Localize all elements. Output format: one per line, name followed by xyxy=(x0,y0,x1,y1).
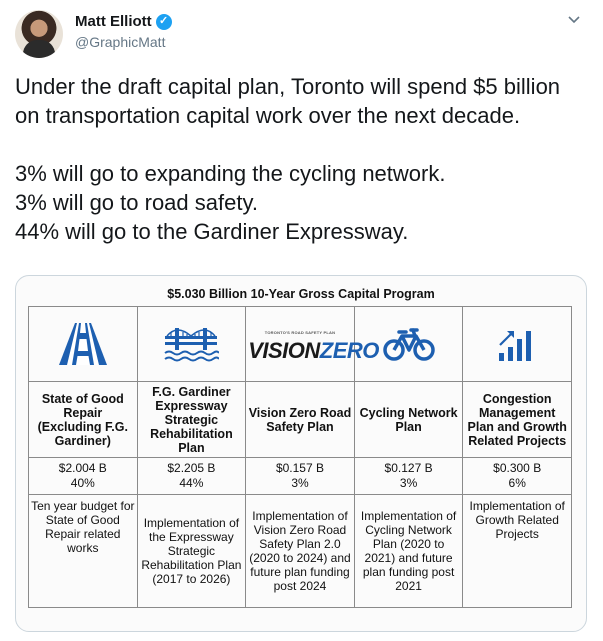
table-cell: Congestion Management Plan and Growth Related Projects xyxy=(463,382,572,458)
capital-program-table xyxy=(28,306,572,608)
table-cell xyxy=(463,458,572,495)
tweet-media-image[interactable] xyxy=(15,275,587,632)
vision-zero-word-a: VISION xyxy=(248,338,320,363)
table-cell xyxy=(463,307,572,382)
percent-value: 3% xyxy=(291,476,309,490)
table-cell xyxy=(29,307,138,382)
table-cell: Ten year budget for State of Good Repair related works xyxy=(29,495,138,608)
amount-value: $0.157 B xyxy=(275,461,324,475)
amount-value: $2.004 B xyxy=(58,461,107,475)
table-cell: State of Good Repair (Excluding F.G. Gardiner) xyxy=(29,382,138,458)
table-cell: Implementation of Growth Related Projects xyxy=(463,495,572,608)
tweet-line: 3% will go to expanding the cycling network. xyxy=(15,161,446,186)
vision-zero-word-b: ZERO xyxy=(319,338,379,363)
table-cell: Implementation of Cycling Network Plan (2020 to 2021) and future plan funding post 2021 xyxy=(354,495,463,608)
amount-value: $2.205 B xyxy=(167,461,216,475)
amount-value: $0.127 B xyxy=(384,461,433,475)
amount-value: $0.300 B xyxy=(493,461,542,475)
tweet-line: Under the draft capital plan, Toronto will spend $5 billion xyxy=(15,74,561,99)
chevron-down-icon[interactable] xyxy=(567,12,581,26)
percent-value: 40% xyxy=(70,476,95,490)
table-cell: Implementation of Vision Zero Road Safety Plan 2.0 (2020 to 2024) and future plan funding post 2024 xyxy=(246,495,355,608)
table-cell: Vision Zero Road Safety Plan xyxy=(246,382,355,458)
bridge-icon xyxy=(163,326,219,362)
bicycle-icon xyxy=(382,326,436,362)
author-avatar[interactable] xyxy=(15,10,63,58)
table-cell: F.G. Gardiner Expressway Strategic Rehabilitation Plan xyxy=(137,382,246,458)
road-icon xyxy=(57,321,109,367)
tweet-line: on transportation capital work over the next decade. xyxy=(15,103,521,128)
author-name-row[interactable] xyxy=(75,13,172,30)
vision-zero-tagline: TORONTO'S ROAD SAFETY PLAN xyxy=(264,330,336,335)
percent-value: 3% xyxy=(399,476,418,490)
tweet-line: 44% will go to the Gardiner Expressway. xyxy=(15,219,409,244)
table-cell xyxy=(354,458,463,495)
growth-chart-icon xyxy=(497,325,537,363)
tweet-line: 3% will go to road safety. xyxy=(15,190,258,215)
table-cell: Implementation of the Expressway Strategic Rehabilitation Plan (2017 to 2026) xyxy=(137,495,246,608)
percent-value: 6% xyxy=(508,476,526,490)
table-cell: Cycling Network Plan xyxy=(354,382,463,458)
table-cell xyxy=(137,458,246,495)
author-handle[interactable]: @GraphicMatt xyxy=(75,34,166,50)
table-cell xyxy=(246,458,355,495)
table-cell xyxy=(29,458,138,495)
vision-zero-logo xyxy=(248,326,379,363)
table-cell xyxy=(246,307,379,382)
capital-program-title: $5.030 Billion 10-Year Gross Capital Program xyxy=(167,287,435,301)
tweet-text xyxy=(15,72,590,246)
percent-value: 44% xyxy=(179,476,204,490)
table-cell xyxy=(137,307,246,382)
verified-badge-icon: ✓ xyxy=(156,14,172,30)
author-name[interactable]: Matt Elliott xyxy=(75,13,152,30)
